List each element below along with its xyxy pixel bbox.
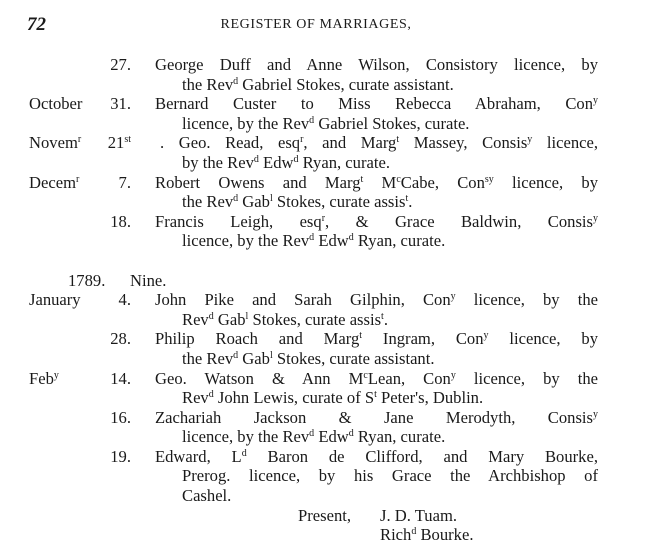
text-run: licence, by the Rev xyxy=(182,427,310,447)
text-run: Cashel. xyxy=(182,486,232,506)
entry-line xyxy=(0,349,651,369)
text-run: licence, by the xyxy=(455,290,598,310)
superscript: c xyxy=(363,369,368,381)
text-run: Rev xyxy=(182,309,209,329)
register-entry xyxy=(0,329,651,368)
entry-text xyxy=(182,153,598,173)
text-run: Rev xyxy=(182,388,209,408)
entry-month xyxy=(29,369,59,389)
entry-line xyxy=(0,290,651,310)
entry-day-text: 27. xyxy=(110,55,131,74)
register-entry xyxy=(0,408,651,447)
entry-text xyxy=(182,427,598,447)
page-title: REGISTER OF MARRIAGES, xyxy=(220,17,412,32)
text-run: John Lewis, curate of S xyxy=(213,388,375,408)
superscript: d xyxy=(309,232,315,244)
entry-day-text: 16. xyxy=(110,407,131,427)
text-run: Ryan, curate. xyxy=(353,231,446,251)
entry-line xyxy=(0,153,651,173)
entry-line xyxy=(0,212,651,232)
entry-day xyxy=(110,408,131,428)
superscript: t xyxy=(381,310,384,322)
text-run: Ryan, curate. xyxy=(353,427,446,447)
text-run: Cabe, Con xyxy=(400,172,485,192)
superscript: d xyxy=(309,428,315,440)
entry-text xyxy=(182,466,598,486)
superscript: d xyxy=(233,75,239,87)
text-run: Edward, L xyxy=(155,446,242,466)
superscript: t xyxy=(405,193,409,205)
text-run: Stokes, curate assistant. xyxy=(272,348,435,368)
entry-line xyxy=(0,427,651,447)
text-run: Edw xyxy=(314,231,349,251)
entry-day-text: 4. xyxy=(118,290,131,310)
text-run: . xyxy=(408,192,413,212)
entry-month xyxy=(29,94,82,114)
entry-month-text: Novem xyxy=(29,133,78,153)
superscript: r xyxy=(321,212,326,224)
superscript: d xyxy=(208,389,214,401)
superscript: t xyxy=(359,330,363,342)
entry-month-superscript: r xyxy=(77,134,82,146)
entry-day xyxy=(119,173,131,193)
superscript: l xyxy=(269,193,273,205)
year-heading xyxy=(0,271,651,291)
signature-name xyxy=(380,506,457,526)
text-run: Stokes, curate assis xyxy=(272,192,406,212)
entry-text xyxy=(182,310,598,330)
signature-name xyxy=(380,525,474,545)
entry-day xyxy=(110,447,131,467)
superscript: y xyxy=(593,95,598,107)
text-run: . Geo. Read, esq xyxy=(160,133,301,153)
text-run: Bernard Custer to Miss Rebecca Abraham, Con xyxy=(155,94,593,114)
text-run: licence, by the Rev xyxy=(182,113,310,133)
entry-text xyxy=(155,94,598,114)
entry-day-text: 19. xyxy=(110,446,131,466)
text-run: the Rev xyxy=(182,192,234,212)
register-entry xyxy=(0,212,651,251)
entry-day xyxy=(110,94,131,114)
superscript: d xyxy=(309,114,315,126)
year: 1789. xyxy=(68,270,106,290)
text-run: the Rev xyxy=(182,74,234,94)
text-run: Massey, Consis xyxy=(399,133,528,153)
entry-line xyxy=(0,173,651,193)
entry-text xyxy=(155,329,598,349)
entry-month xyxy=(29,290,81,310)
text-run: Edw xyxy=(258,152,294,172)
entry-day-text: 18. xyxy=(110,211,131,231)
signature-line xyxy=(0,525,651,545)
text-run: Zachariah Jackson & Jane Merodyth, Consis xyxy=(155,407,593,427)
text-run: Ingram, Con xyxy=(362,329,484,349)
entry-line xyxy=(0,447,651,467)
entry-line xyxy=(0,408,651,428)
entry-line xyxy=(0,329,651,349)
blank-line xyxy=(0,251,651,271)
year-word: Nine. xyxy=(130,270,167,290)
register-entry xyxy=(0,173,651,212)
entry-text xyxy=(160,133,598,153)
entry-line xyxy=(0,388,651,408)
entry-month-superscript: r xyxy=(76,173,80,185)
text-run: Baron de Clifford, and Mary Bourke, xyxy=(246,446,598,466)
superscript: d xyxy=(233,349,239,361)
superscript: y xyxy=(593,212,598,224)
text-run: Bourke. xyxy=(416,525,474,545)
register-entry xyxy=(0,94,651,133)
text-run: Rich xyxy=(380,525,412,545)
signature-label: Present, xyxy=(298,505,351,525)
entry-month-superscript: y xyxy=(53,369,59,381)
text-run: Gabriel Stokes, curate. xyxy=(314,113,470,133)
text-run: J. D. Tuam. xyxy=(380,505,458,525)
text-run: John Pike and Sarah Gilphin, Con xyxy=(155,290,451,310)
entry-line xyxy=(0,486,651,506)
text-run: Lean, Con xyxy=(367,368,451,388)
superscript: d xyxy=(348,232,354,244)
entry-day-text: 14. xyxy=(110,368,131,388)
text-run: licence, by the Rev xyxy=(182,231,310,251)
entry-line xyxy=(0,369,651,389)
text-run: licence, by xyxy=(488,329,598,349)
text-run: Edw xyxy=(314,427,349,447)
entry-text xyxy=(155,369,598,389)
page-number: 72 xyxy=(27,14,46,35)
superscript: y xyxy=(450,291,456,303)
superscript: d xyxy=(348,428,354,440)
superscript: y xyxy=(527,134,533,146)
entry-day xyxy=(110,329,131,349)
entry-day xyxy=(110,212,131,232)
entry-line xyxy=(0,94,651,114)
text-run: M xyxy=(363,172,397,192)
register-body xyxy=(0,55,651,545)
text-run: Prerog. licence, by his Grace the Archbishop of xyxy=(182,466,598,486)
text-run: licence, xyxy=(532,133,598,153)
text-run: , and Marg xyxy=(303,133,397,153)
superscript: t xyxy=(360,173,364,185)
entry-text xyxy=(182,388,598,408)
entry-line xyxy=(0,310,651,330)
superscript: y xyxy=(483,330,489,342)
superscript: d xyxy=(241,447,247,459)
register-entry xyxy=(0,55,651,94)
entry-line xyxy=(0,114,651,134)
text-run: Philip Roach and Marg xyxy=(155,329,360,349)
entry-text xyxy=(155,212,598,232)
superscript: t xyxy=(374,389,377,401)
superscript: l xyxy=(245,310,249,322)
register-entry xyxy=(0,369,651,408)
entry-text xyxy=(182,192,598,212)
entry-text xyxy=(182,114,598,134)
entry-month-text: January xyxy=(29,290,81,310)
register-entry xyxy=(0,133,651,172)
entry-text xyxy=(182,349,598,369)
superscript: y xyxy=(450,369,456,381)
text-run: . xyxy=(383,309,388,329)
entry-day-text: 31. xyxy=(110,94,131,114)
text-run: George Duff and Anne Wilson, Consistory licence, by xyxy=(155,55,598,74)
superscript: d xyxy=(411,526,417,538)
entry-day-superscript: st xyxy=(124,134,131,146)
superscript: d xyxy=(253,153,259,165)
superscript: r xyxy=(300,134,304,146)
text-run: Gab xyxy=(213,309,246,329)
entry-day xyxy=(110,369,131,389)
superscript: c xyxy=(396,173,401,185)
text-run: Gab xyxy=(238,192,270,212)
entry-day-text: 28. xyxy=(110,329,131,349)
register-entry xyxy=(0,447,651,506)
entry-text xyxy=(155,173,598,193)
entry-line xyxy=(0,192,651,212)
entry-day-text: 21 xyxy=(107,133,125,153)
superscript: d xyxy=(208,310,214,322)
entry-line xyxy=(0,133,651,153)
entry-day xyxy=(110,55,131,75)
entry-month-text: October xyxy=(29,94,83,114)
entry-month xyxy=(29,133,81,153)
text-run: the Rev xyxy=(182,348,234,368)
entry-text xyxy=(182,486,598,506)
superscript: t xyxy=(396,134,400,146)
entry-month-text: Decem xyxy=(29,172,76,192)
text-run: Gabriel Stokes, curate assistant. xyxy=(238,74,454,94)
superscript: sy xyxy=(484,173,494,185)
entry-text xyxy=(155,408,598,428)
text-run: licence, by the xyxy=(455,368,598,388)
signature-line xyxy=(0,506,651,526)
entry-line xyxy=(0,231,651,251)
text-run: Robert Owens and Marg xyxy=(155,172,361,192)
text-run: Geo. Watson & Ann M xyxy=(155,368,364,388)
superscript: d xyxy=(293,153,299,165)
entry-text xyxy=(155,55,598,75)
superscript: y xyxy=(593,408,598,420)
register-entry xyxy=(0,290,651,329)
entry-month xyxy=(29,173,79,193)
entry-day xyxy=(108,133,131,153)
text-run: Ryan, curate. xyxy=(298,152,390,172)
entry-day xyxy=(119,290,131,310)
text-run: , & Grace Baldwin, Consis xyxy=(325,211,593,231)
superscript: l xyxy=(269,349,273,361)
text-run: Francis Leigh, esq xyxy=(155,211,322,231)
entry-text xyxy=(182,75,598,95)
entry-text xyxy=(155,290,598,310)
entry-day-text: 7. xyxy=(118,172,131,192)
text-run: Stokes, curate assis xyxy=(248,309,382,329)
entry-line xyxy=(0,55,651,75)
text-run: licence, by xyxy=(493,172,598,192)
entry-month-text: Feb xyxy=(29,368,54,388)
entry-line xyxy=(0,466,651,486)
text-run: Peter's, Dublin. xyxy=(376,388,484,408)
text-run: Gab xyxy=(238,348,270,368)
text-run: by the Rev xyxy=(182,152,254,172)
entry-text xyxy=(155,447,598,467)
entry-line xyxy=(0,75,651,95)
superscript: d xyxy=(233,193,239,205)
entry-text xyxy=(182,231,598,251)
